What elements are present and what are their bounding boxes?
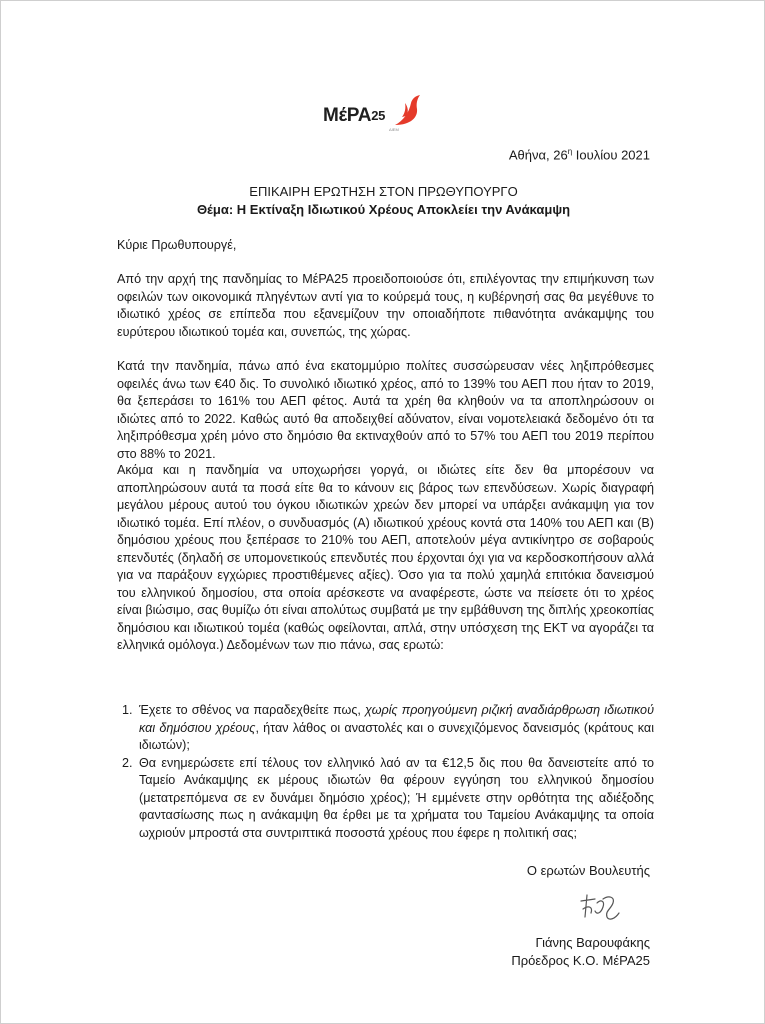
document-subject: Θέμα: Η Εκτίναξη Ιδιωτικού Χρέους Αποκλείει την Ανάκαμψη xyxy=(196,202,571,217)
logo-number: 25 xyxy=(371,108,386,123)
question-text-end: , ήταν λάθος οι αναστολές και ο συνεχιζόμενος δανεισμός (κράτους και ιδιωτών); xyxy=(139,720,655,752)
salutation: Κύριε Πρωθυπουργέ, xyxy=(117,238,237,252)
date-prefix: Αθήνα, 26 xyxy=(508,147,568,163)
question-number: 1. xyxy=(122,703,133,717)
paragraph-1: Από την αρχή της πανδημίας το ΜέΡΑ25 προειδοποιούσε ότι, επιλέγοντας την επιμήκυνση των οφειλών των οικονομικά πληγέντων αντί για το κούρεμά τους, η κυβέρνησή σας θα μεγέθυνε το ιδιωτικό χρέος σε επίπεδα που εξανεμίζουν την οποιαδήποτε πιθανότητα ανάκαμψης του ευρύτερου ιδιωτικού τομέα και, συνεπώς, της χώρας. xyxy=(117,272,654,339)
signatory-role: Πρόεδρος Κ.Ο. ΜέΡΑ25 xyxy=(511,953,650,968)
logo-wordmark xyxy=(323,105,385,127)
party-logo xyxy=(323,95,423,135)
date-superscript: η xyxy=(567,147,573,156)
questioner-label: Ο ερωτών Βουλευτής xyxy=(526,863,650,878)
question-text: Έχετε το σθένος να παραδεχθείτε πως, xyxy=(139,703,366,717)
question-item xyxy=(117,755,654,843)
logo-text: MέPA xyxy=(323,105,372,126)
paragraph-2: Κατά την πανδημία, πάνω από ένα εκατομμύριο πολίτες συσσώρευσαν νέες ληξιπρόθεσμες οφειλές άνω των €40 δις. Το συνολικό ιδιωτικό χρέος, από το 139% του ΑΕΠ που ήταν το 2019, θα ξεπεράσει το 161% του ΑΕΠ φέτος. Αυτά τα χρέη θα κληθούν να τα αποπληρώσουν οι ιδιώτες από το 2022. Καθώς αυτό θα αποδειχθεί αδύνατον, είναι νομοτελειακά δεδομένο ότι τα ληξιπρόθεσμα χρέη μόνο στο δημόσιο θα εκτιναχθούν από το 57% του ΑΕΠ του 2019 περίπου στο 88% το 2021. xyxy=(117,359,654,461)
date-suffix: Ιουλίου 2021 xyxy=(572,147,650,163)
document-date xyxy=(509,147,650,162)
paragraph-3: Ακόμα και η πανδημία να υποχωρήσει γοργά, οι ιδιώτες είτε δεν θα μπορέσουν να αποπληρώσουν αυτά τα ποσά είτε θα το κάνουν εις βάρος των επενδύσεων. Χωρίς διαγραφή μεγάλου μέρους αυτού του όγκου ιδιωτικών χρεών δεν μπορεί να υπάρξει ανάκαμψη για τον ιδιωτικό τομέα. Επί πλέον, ο συνδυασμός (Α) ιδιωτικού χρέους κοντά στα 140% του ΑΕΠ και (Β) δημόσιου χρέους που ξεπέρασε το 210% του ΑΕΠ, αποτελούν μέγα αντικίνητρο σε σοβαρούς επενδυτές (δηλαδή σε υπομονετικούς επενδυτές που έρχονται όχι για να κερδοσκοπήσουν αλλά για να παράξουν εγχώριες προστιθέμενες αξίες). Όσο για τα πολύ χαμηλά επιτόκια δανεισμού του ελληνικού δημοσίου, στα οποία αρέσκεστε να αναφέρεστε, ώστε να πείσετε ότι το χρέος είναι βιώσιμο, σας θυμίζω ότι είναι απολύτως συμβατά με την εμβάθυνση της διπλής χρεοκοπίας δημόσιου και ιδιωτικού τομέα (καθώς οφείλονται, απλά, στην υπόσχεση της ΕΚΤ να αγοράζει τα ελληνικά ομόλογα.) Δεδομένων των πιο πάνω, σας ερωτώ: xyxy=(117,463,654,652)
question-emphasis: χωρίς προηγούμενη ριζική αναδιάρθρωση ιδιωτικού και δημόσιου χρέους xyxy=(139,703,654,735)
question-number: 2. xyxy=(122,755,133,770)
question-item xyxy=(117,702,654,755)
signature-image xyxy=(575,891,631,927)
swallow-icon xyxy=(393,95,421,129)
questions-list xyxy=(117,702,654,842)
question-text: Θα ενημερώσετε επί τέλους τον ελληνικό λαό αν τα €12,5 δις που θα δανειστείτε από το Ταμείο Ανάκαμψης εκ μέρους ιδιωτών θα φέρουν εγγύηση του ελληνικού δημοσίου (μετατρεπόμενα σε εν δυνάμει δημόσιο χρέος); Ή εμμένετε στην ορθότητα της αδιέξοδης φαντασίωσης πως η ανάκαμψη θα έρθει με τα χρήματα του Ταμείου Ανάκαμψης τα οποία ωχριούν μπροστά στα συντριπτικά ποσοστά χρέους που έφερε η πολιτική σας; xyxy=(139,755,654,840)
logo-subtext: ΔΙΕΜ xyxy=(389,127,399,132)
document-title: ΕΠΙΚΑΙΡΗ ΕΡΩΤΗΣΗ ΣΤΟΝ ΠΡΩΘΥΠΟΥΡΓΟ xyxy=(249,184,518,199)
signatory-name: Γιάνης Βαρουφάκης xyxy=(535,935,650,950)
